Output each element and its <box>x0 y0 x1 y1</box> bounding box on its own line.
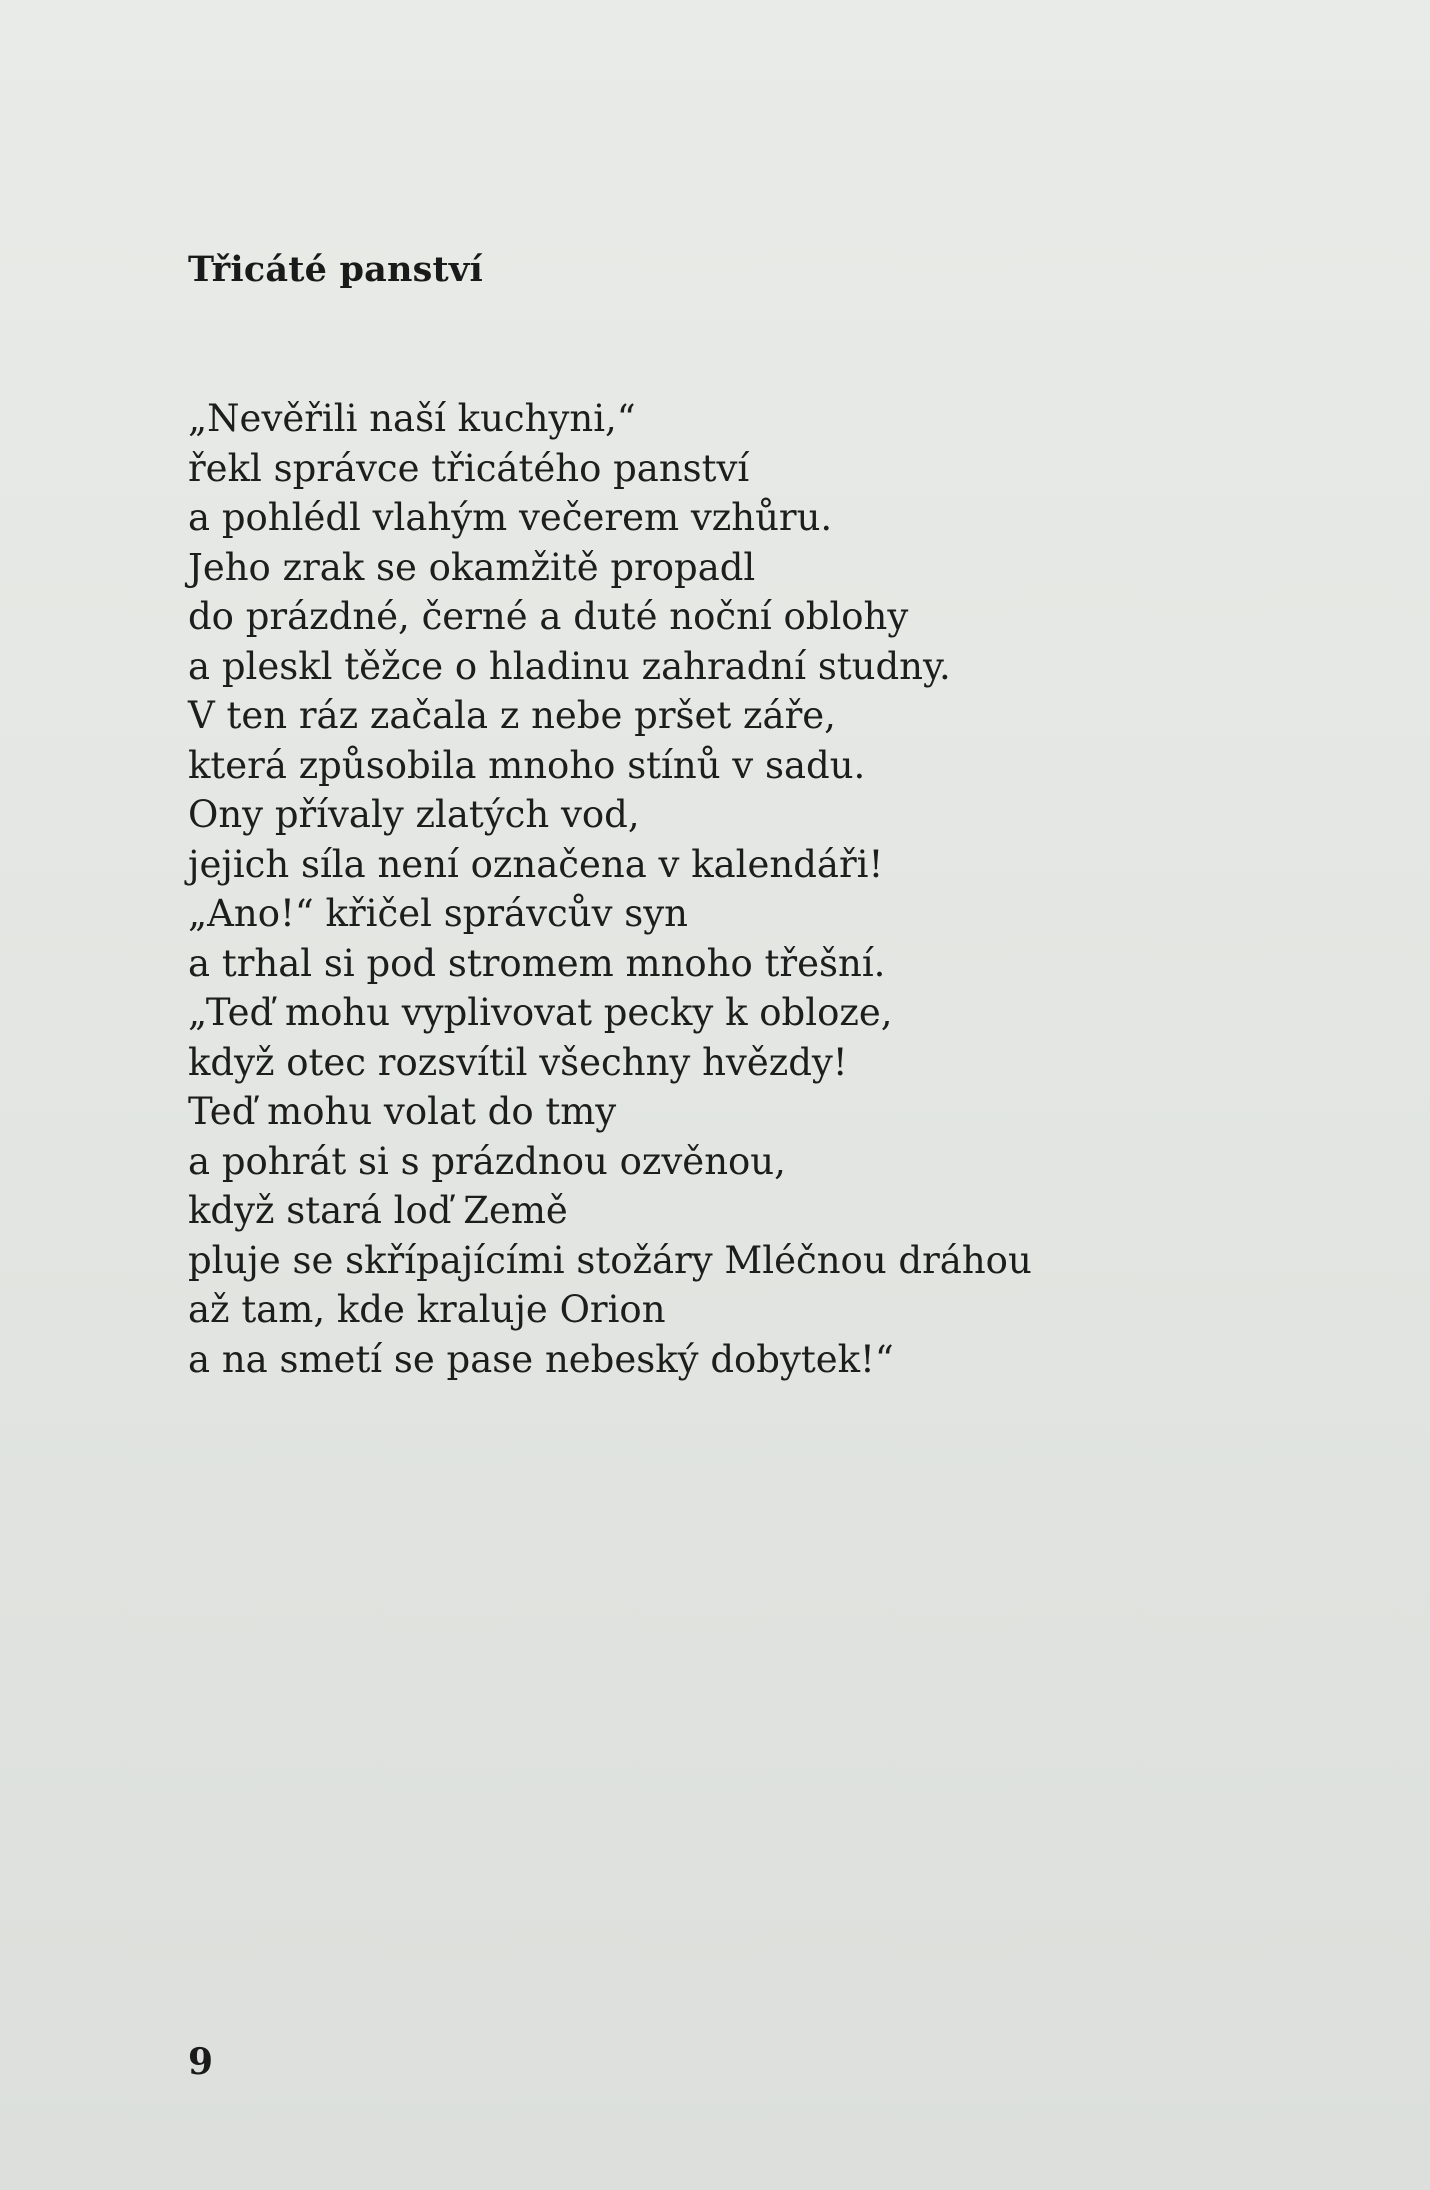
poem-body <box>188 394 1032 1384</box>
poem-line: a trhal si pod stromem mnoho třešní. <box>188 941 886 985</box>
poem-line: a pleskl těžce o hladinu zahradní studny. <box>188 644 951 688</box>
poem-line: Ony přívaly zlatých vod, <box>188 793 640 836</box>
poem-line: „Teď mohu vyplivovat pecky k obloze, <box>188 991 893 1034</box>
poem-line: když stará loď Země <box>188 1189 568 1232</box>
poem-line: jejich síla není označena v kalendáři! <box>188 842 884 886</box>
poem-line: „Nevěřili naší kuchyni,“ <box>188 397 636 440</box>
poem-line: „Ano!“ křičel správcův syn <box>188 892 688 935</box>
poem-line: Teď mohu volat do tmy <box>188 1090 617 1133</box>
poem-line: a na smetí se pase nebeský dobytek!“ <box>188 1337 894 1381</box>
poem-line: řekl správce třicátého panství <box>188 446 750 490</box>
poem-title: Třicáté panství <box>188 249 483 290</box>
poem-line: a pohlédl vlahým večerem vzhůru. <box>188 496 833 539</box>
poem-line: V ten ráz začala z nebe pršet záře, <box>188 694 836 737</box>
poem-line: a pohrát si s prázdnou ozvěnou, <box>188 1139 786 1183</box>
poem-line: když otec rozsvítil všechny hvězdy! <box>188 1040 848 1084</box>
page-number: 9 <box>188 2041 214 2083</box>
poem-line: Jeho zrak se okamžitě propadl <box>188 545 756 589</box>
poem-line: až tam, kde kraluje Orion <box>188 1288 666 1331</box>
poem-line: do prázdné, černé a duté noční oblohy <box>188 595 909 638</box>
poem-line: která způsobila mnoho stínů v sadu. <box>188 743 866 787</box>
poem-line: pluje se skřípajícími stožáry Mléčnou dráhou <box>188 1238 1032 1282</box>
